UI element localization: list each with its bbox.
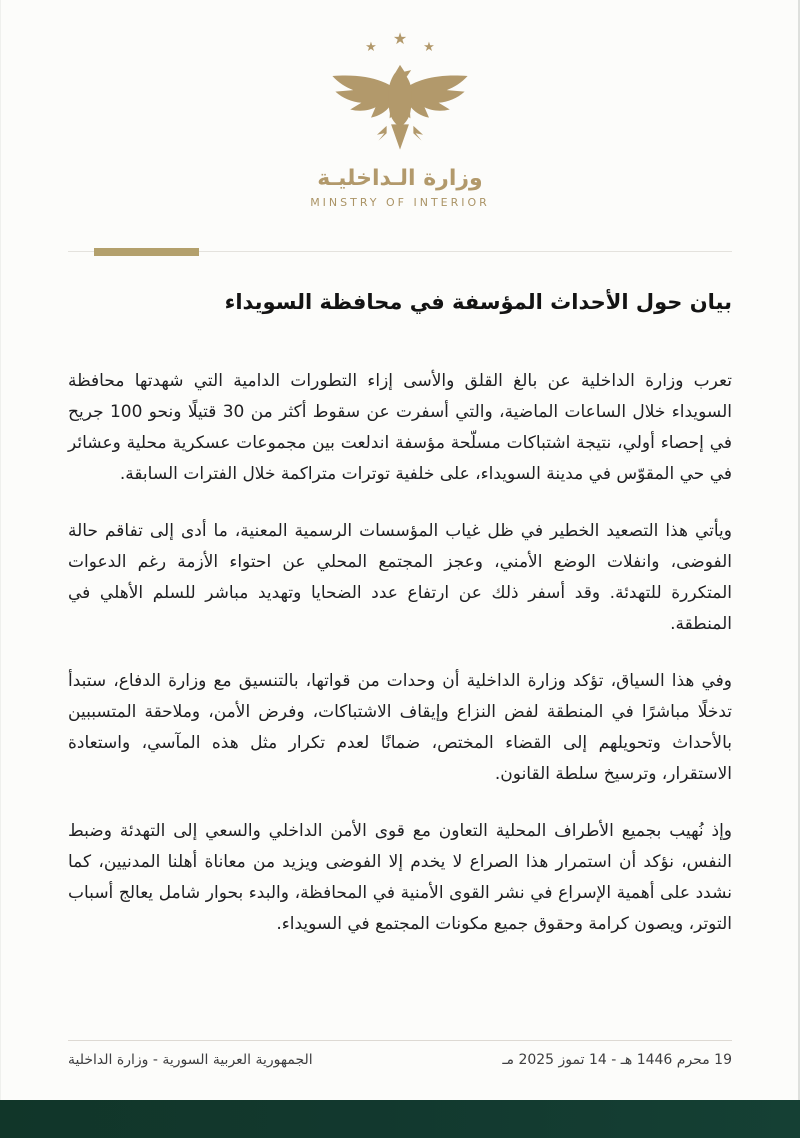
bottom-green-band (0, 1100, 800, 1138)
three-stars-icon (365, 30, 435, 54)
ministry-header (0, 0, 800, 209)
hijri-gregorian-date: 19 محرم 1446 هـ - 14 تموز 2025 مـ (502, 1052, 732, 1068)
eagle-emblem-icon (307, 56, 493, 160)
star-icon: ★ (392, 29, 408, 48)
star-icon: ★ (365, 40, 377, 55)
statement-paragraph-3: وفي هذا السياق، تؤكد وزارة الداخلية أن وحدات من قواتها، بالتنسيق مع وزارة الدفاع، ستبدأ تدخلًا مباشرًا في المنطقة لفض النزاع وإيقاف الاشتباكات، وفرض الأمن، وملاحقة المتسببين بالأحداث وتحويلهم إلى القضاء المختص، ضمانًا لعدم تكرار مثل هذه المآسي، واستعادة الاستقرار، وترسيخ سلطة القانون. (68, 671, 732, 785)
star-icon: ★ (423, 40, 435, 55)
statement-paragraph-2: ويأتي هذا التصعيد الخطير في ظل غياب المؤسسات الرسمية المعنية، ما أدى إلى تفاقم حالة الفوضى، وانفلات الوضع الأمني، وعجز المجتمع المحلي عن احتواء الأزمة رغم الدعوات المتكررة للتهدئة. وقد أسفر ذلك عن ارتفاع عدد الضحايا وتهديد مباشر للسلم الأهلي في المنطقة. (68, 521, 732, 635)
section-divider (68, 251, 732, 252)
statement-body (0, 252, 800, 966)
statement-title: بيان حول الأحداث المؤسفة في محافظة السويداء (224, 290, 732, 314)
ministry-name-english: MINSTRY OF INTERIOR (310, 196, 490, 209)
statement-paragraph-4: وإذ نُهيب بجميع الأطراف المحلية التعاون مع قوى الأمن الداخلي والسعي إلى التهدئة وضبط النفس، نؤكد أن استمرار هذا الصراع لا يخدم إلا الفوضى ويزيد من معاناة أهلنا المدنيين، كما نشدد على أهمية الإسراع في نشر القوى الأمنية في المحافظة، والبدء بحوار شامل يعالج أسباب التوتر، ويصون كرامة وحقوق جميع مكونات المجتمع في السويداء. (68, 821, 732, 935)
page-footer (68, 1040, 732, 1068)
republic-ministry-label: الجمهورية العربية السورية - وزارة الداخلية (68, 1052, 313, 1068)
statement-paragraph-1: تعرب وزارة الداخلية عن بالغ القلق والأسى إزاء التطورات الدامية التي شهدتها محافظة السويداء خلال الساعات الماضية، والتي أسفرت عن سقوط أكثر من 30 قتيلًا ونحو 100 جريح في إحصاء أولي، نتيجة اشتباكات مسلّحة مؤسفة اندلعت بين مجموعات عسكرية محلية وعشائر في حي المقوّس في مدينة السويداء، على خلفية توترات متراكمة خلال الفترات السابقة. (68, 371, 732, 485)
ministry-name-arabic: وزارة الـداخليـة (317, 166, 483, 191)
gold-divider-bar (94, 248, 199, 256)
